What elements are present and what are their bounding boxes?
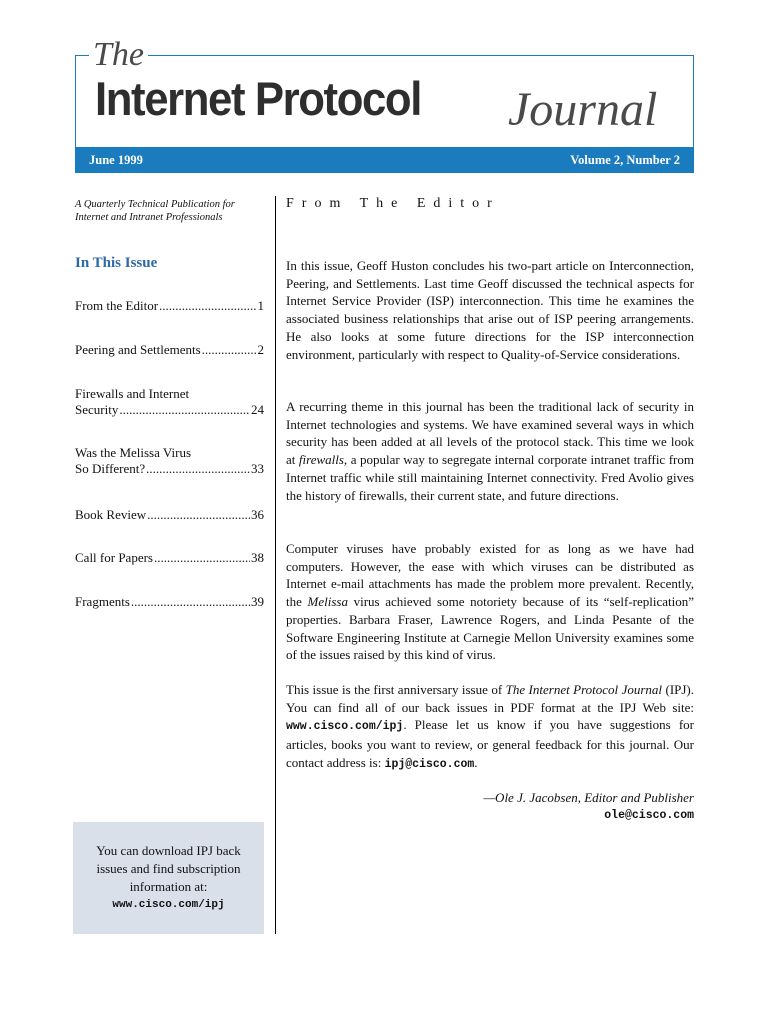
download-text: You can download IPJ back issues and find subscription information at: [96,843,241,894]
tagline: A Quarterly Technical Publication for Internet and Intranet Professionals [75,199,235,223]
masthead-title: Internet Protocol [95,72,421,125]
journal-emphasis: The Internet Protocol Journal [505,682,663,697]
column-divider [275,196,276,934]
toc-page: 24 [251,402,264,417]
toc-page: 1 [257,298,264,313]
signature-email-link[interactable]: ole@cisco.com [604,809,694,822]
toc-label: Fragments [75,594,130,609]
contact-email-link[interactable]: ipj@cisco.com [384,757,475,771]
signature [484,789,695,825]
toc-page: 33 [251,461,264,476]
toc-label: Was the Melissa Virus [75,445,192,460]
download-box [73,822,264,934]
website-link[interactable]: www.cisco.com/ipj [286,720,404,734]
toc-label: Peering and Settlements [75,342,201,357]
issue-bar [75,147,694,173]
toc-label: Firewalls and Internet [75,386,190,401]
toc-item-firewalls[interactable] [75,386,264,418]
toc-page: 38 [251,550,264,565]
toc-label-2: So Different? [75,461,146,476]
toc-page: 36 [251,507,264,522]
masthead-the: The [89,35,148,75]
toc-item-fragments[interactable] [75,594,264,610]
toc-page: 2 [257,342,264,357]
issue-volume: Volume 2, Number 2 [570,153,680,167]
firewalls-emphasis: firewalls, [298,452,348,468]
toc-item-peering[interactable] [75,342,264,358]
editor-paragraph-2: A recurring theme in this journal has been the traditional lack of security in Internet technologies and systems. We have examined several ways in which security has been added at all levels of the protocol stack. This time we look at firewalls, a popular way to segregate internal corporate intranet traffic from Internet traffic while still maintaining Internet connectivity. Fred Avolio gives the history of firewalls, their current state, and future directions. [286,399,694,503]
toc-item-from-the-editor[interactable] [75,298,264,314]
toc-item-book-review[interactable] [75,507,264,523]
melissa-emphasis: Melissa [307,594,348,610]
download-url-link[interactable]: www.cisco.com/ipj [112,899,225,911]
toc-label: Book Review [75,507,147,522]
toc-heading: In This Issue [75,255,158,271]
editor-heading: From The Editor [286,196,500,211]
editor-paragraph-1: In this issue, Geoff Huston concludes his two-part article on Interconnection, Peering, and Settlements. Last time Geoff discussed the technical aspects for Internet Service Provider (ISP) interconnection. This time he examines the associated business relationships that arise out of ISP peering arrangements. He also looks at some future directions for the ISP interconnection environment, particularly with respect to Quality-of-Service considerations. [286,258,694,362]
toc-label: From the Editor [75,298,159,313]
toc-label: Call for Papers [75,550,153,565]
toc-page: 39 [251,594,264,609]
masthead-journal: Journal [508,83,658,136]
toc-item-call-for-papers[interactable] [75,550,264,566]
editor-paragraph-3: Computer viruses have probably existed for as long as we have had computers. However, the ease with which viruses can be distributed as Internet e-mail attachments has made the problem more prevalent. Recently, the Melissa virus achieved some notoriety because of its “self-replication” properties. Barbara Fraser, Lawrence Rogers, and Linda Pesante of the Software Engineering Institute at Carnegie Mellon University examines some of the issues raised by this kind of virus. [286,541,694,663]
toc-item-melissa[interactable] [75,445,264,477]
issue-date: June 1999 [89,153,143,167]
signature-name: —Ole J. Jacobsen, Editor and Publisher [483,790,694,805]
editor-paragraph-4: This issue is the first anniversary issue of The Internet Protocol Journal (IPJ). You can find all of our back issues in PDF format at the IPJ Web site: www.cisco.com/ipj. Please let us know if you have suggestions for articles, books you want to review, or general feedback for this journal. Our contact address is: ipj@cisco.com. [286,682,695,771]
toc-label-2: Security [75,402,119,417]
masthead [75,36,694,173]
